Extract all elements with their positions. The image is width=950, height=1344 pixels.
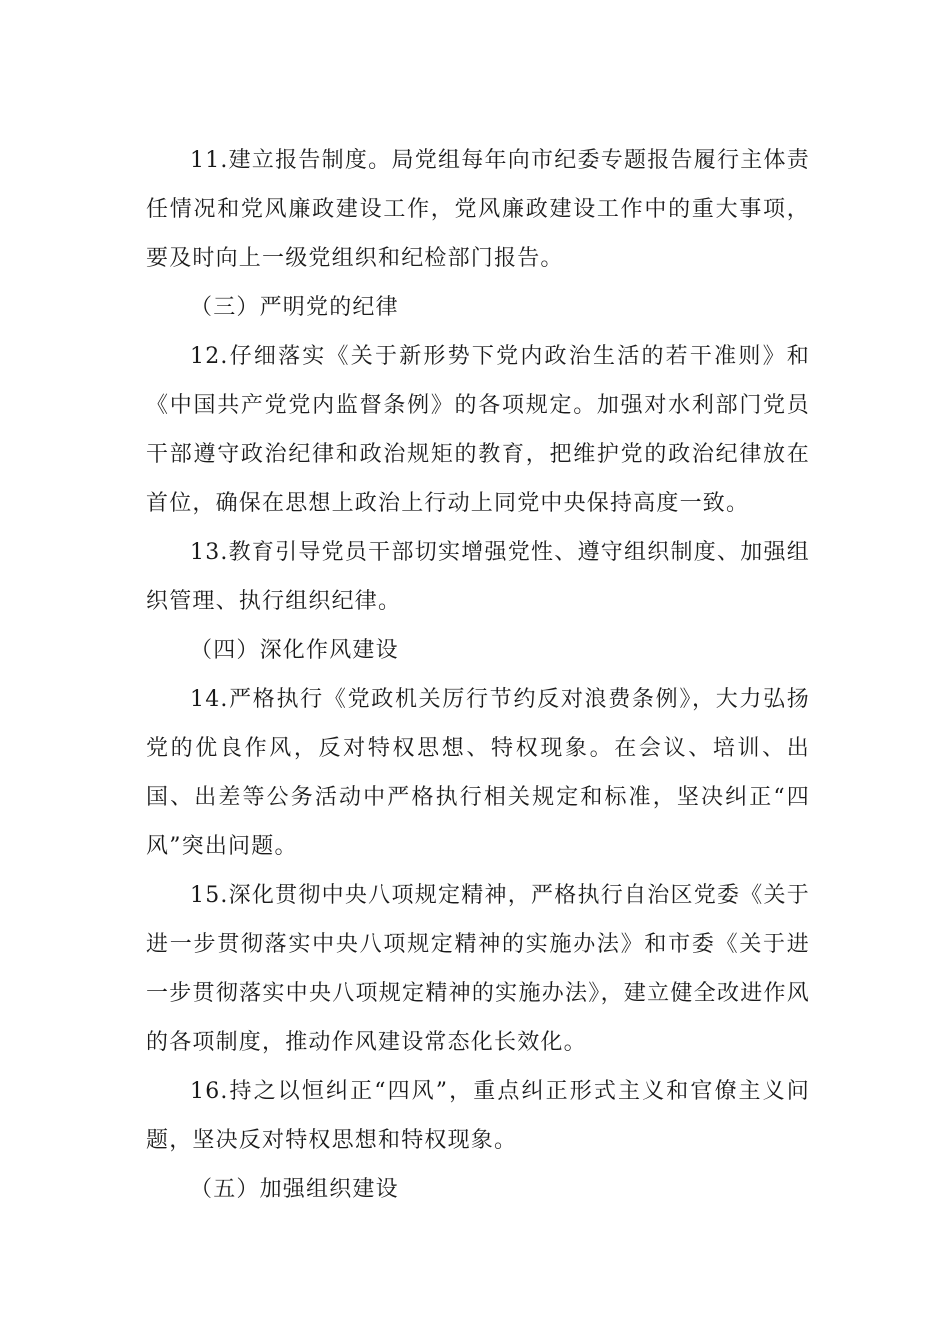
paragraph-14: 14.严格执行《党政机关厉行节约反对浪费条例》，大力弘扬党的优良作风，反对特权思想、特权现象。在会议、培训、出国、出差等公务活动中严格执行相关规定和标准，坚决纠正“四风”突出问题。	[146, 687, 810, 859]
paragraph-15: 15.深化贯彻中央八项规定精神，严格执行自治区党委《关于进一步贯彻落实中央八项规定精神的实施办法》和市委《关于进一步贯彻落实中央八项规定精神的实施办法》，建立健全改进作风的各项制度，推动作风建设常态化长效化。	[146, 883, 810, 1055]
paragraph-12: 12.仔细落实《关于新形势下党内政治生活的若干准则》和《中国共产党党内监督条例》的各项规定。加强对水利部门党员干部遵守政治纪律和政治规矩的教育，把维护党的政治纪律放在首位，确保在思想上政治上行动上同党中央保持高度一致。	[146, 344, 810, 516]
section-heading-4: （四）深化作风建设	[190, 638, 399, 663]
section-heading-5: （五）加强组织建设	[190, 1177, 399, 1202]
paragraph-11: 11.建立报告制度。局党组每年向市纪委专题报告履行主体责任情况和党风廉政建设工作，党风廉政建设工作中的重大事项，要及时向上一级党组织和纪检部门报告。	[146, 148, 810, 271]
section-heading-3: （三）严明党的纪律	[190, 295, 399, 320]
paragraph-16: 16.持之以恒纠正“四风”，重点纠正形式主义和官僚主义问题，坚决反对特权思想和特权现象。	[146, 1079, 810, 1153]
paragraph-13: 13.教育引导党员干部切实增强党性、遵守组织制度、加强组织管理、执行组织纪律。	[146, 540, 810, 614]
